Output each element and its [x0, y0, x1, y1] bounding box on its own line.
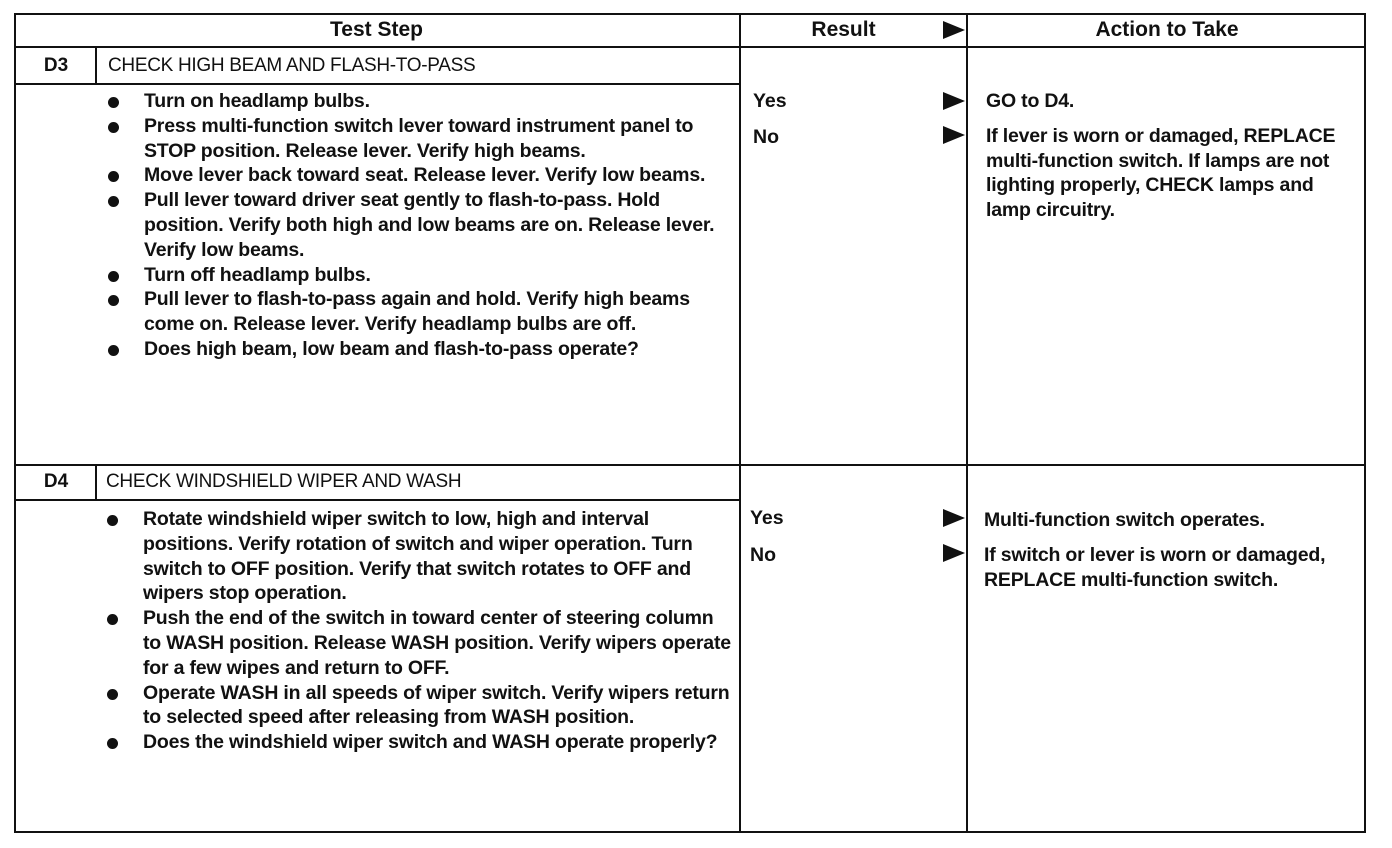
d4-title-divider	[14, 499, 739, 501]
list-item: Push the end of the switch in toward center of steering column to WASH position. Release WASH position. Verify wipers operate for a few wipes and return to OFF.	[143, 606, 733, 680]
header-result: Result	[811, 18, 876, 41]
arrow-icon	[943, 544, 965, 562]
step-list-d4	[143, 507, 733, 755]
arrow-icon	[943, 92, 965, 110]
actions-d3	[986, 89, 1358, 233]
column-divider-action	[966, 13, 968, 833]
bullet-icon	[107, 689, 118, 700]
list-item: Rotate windshield wiper switch to low, high and interval positions. Verify rotation of switch and wiper operation. Turn switch to OFF position. Verify that switch rotates to OFF and wipers stop operation.	[143, 507, 733, 606]
column-divider-result	[739, 13, 741, 833]
list-item: Does high beam, low beam and flash-to-pass operate?	[144, 337, 729, 362]
result-yes-d4: Yes	[750, 507, 784, 529]
list-item: Operate WASH in all speeds of wiper switch. Verify wipers return to selected speed after releasing from WASH position.	[143, 681, 733, 731]
header-arrow-icon	[943, 21, 965, 39]
step-list-d3	[144, 89, 729, 362]
result-no-d3: No	[753, 126, 779, 148]
header-divider	[14, 46, 1366, 48]
step-id-d3: D3	[43, 55, 69, 76]
bullet-icon	[108, 122, 119, 133]
arrow-icon	[943, 126, 965, 144]
action-no-d4: If switch or lever is worn or damaged, REPLACE multi-function switch.	[984, 543, 1326, 591]
bullet-icon	[107, 515, 118, 526]
list-item: Pull lever to flash-to-pass again and hold. Verify high beams come on. Release lever. Verify headlamp bulbs are off.	[144, 287, 729, 337]
result-no-d4: No	[750, 544, 776, 566]
header-test-step: Test Step	[330, 18, 423, 41]
actions-d4	[984, 508, 1360, 602]
step-id-d4: D4	[43, 471, 69, 492]
action-yes-d4: Multi-function switch operates.	[984, 509, 1265, 531]
d3-title-divider	[14, 83, 739, 85]
bullet-icon	[108, 271, 119, 282]
bullet-icon	[108, 97, 119, 108]
list-item: Pull lever toward driver seat gently to flash-to-pass. Hold position. Verify both high and low beams are on. Release lever. Verify low beams.	[144, 188, 729, 262]
bullet-icon	[108, 345, 119, 356]
list-item: Does the windshield wiper switch and WASH operate properly?	[143, 730, 733, 755]
arrow-icon	[943, 509, 965, 527]
action-no-d3: If lever is worn or damaged, REPLACE multi-function switch. If lamps are not lighting properly, CHECK lamps and lamp circuitry.	[986, 124, 1336, 222]
list-item: Press multi-function switch lever toward instrument panel to STOP position. Release lever. Verify high beams.	[144, 114, 729, 164]
step-title-d3: CHECK HIGH BEAM AND FLASH-TO-PASS	[108, 55, 476, 76]
list-item: Turn on headlamp bulbs.	[144, 89, 729, 114]
row-divider	[14, 464, 1366, 466]
step-title-d4: CHECK WINDSHIELD WIPER AND WASH	[106, 471, 462, 492]
list-item: Turn off headlamp bulbs.	[144, 263, 729, 288]
result-yes-d3: Yes	[753, 90, 787, 112]
header-action: Action to Take	[1095, 18, 1239, 41]
list-item: Move lever back toward seat. Release lever. Verify low beams.	[144, 163, 729, 188]
action-yes-d3: GO to D4.	[986, 90, 1075, 112]
